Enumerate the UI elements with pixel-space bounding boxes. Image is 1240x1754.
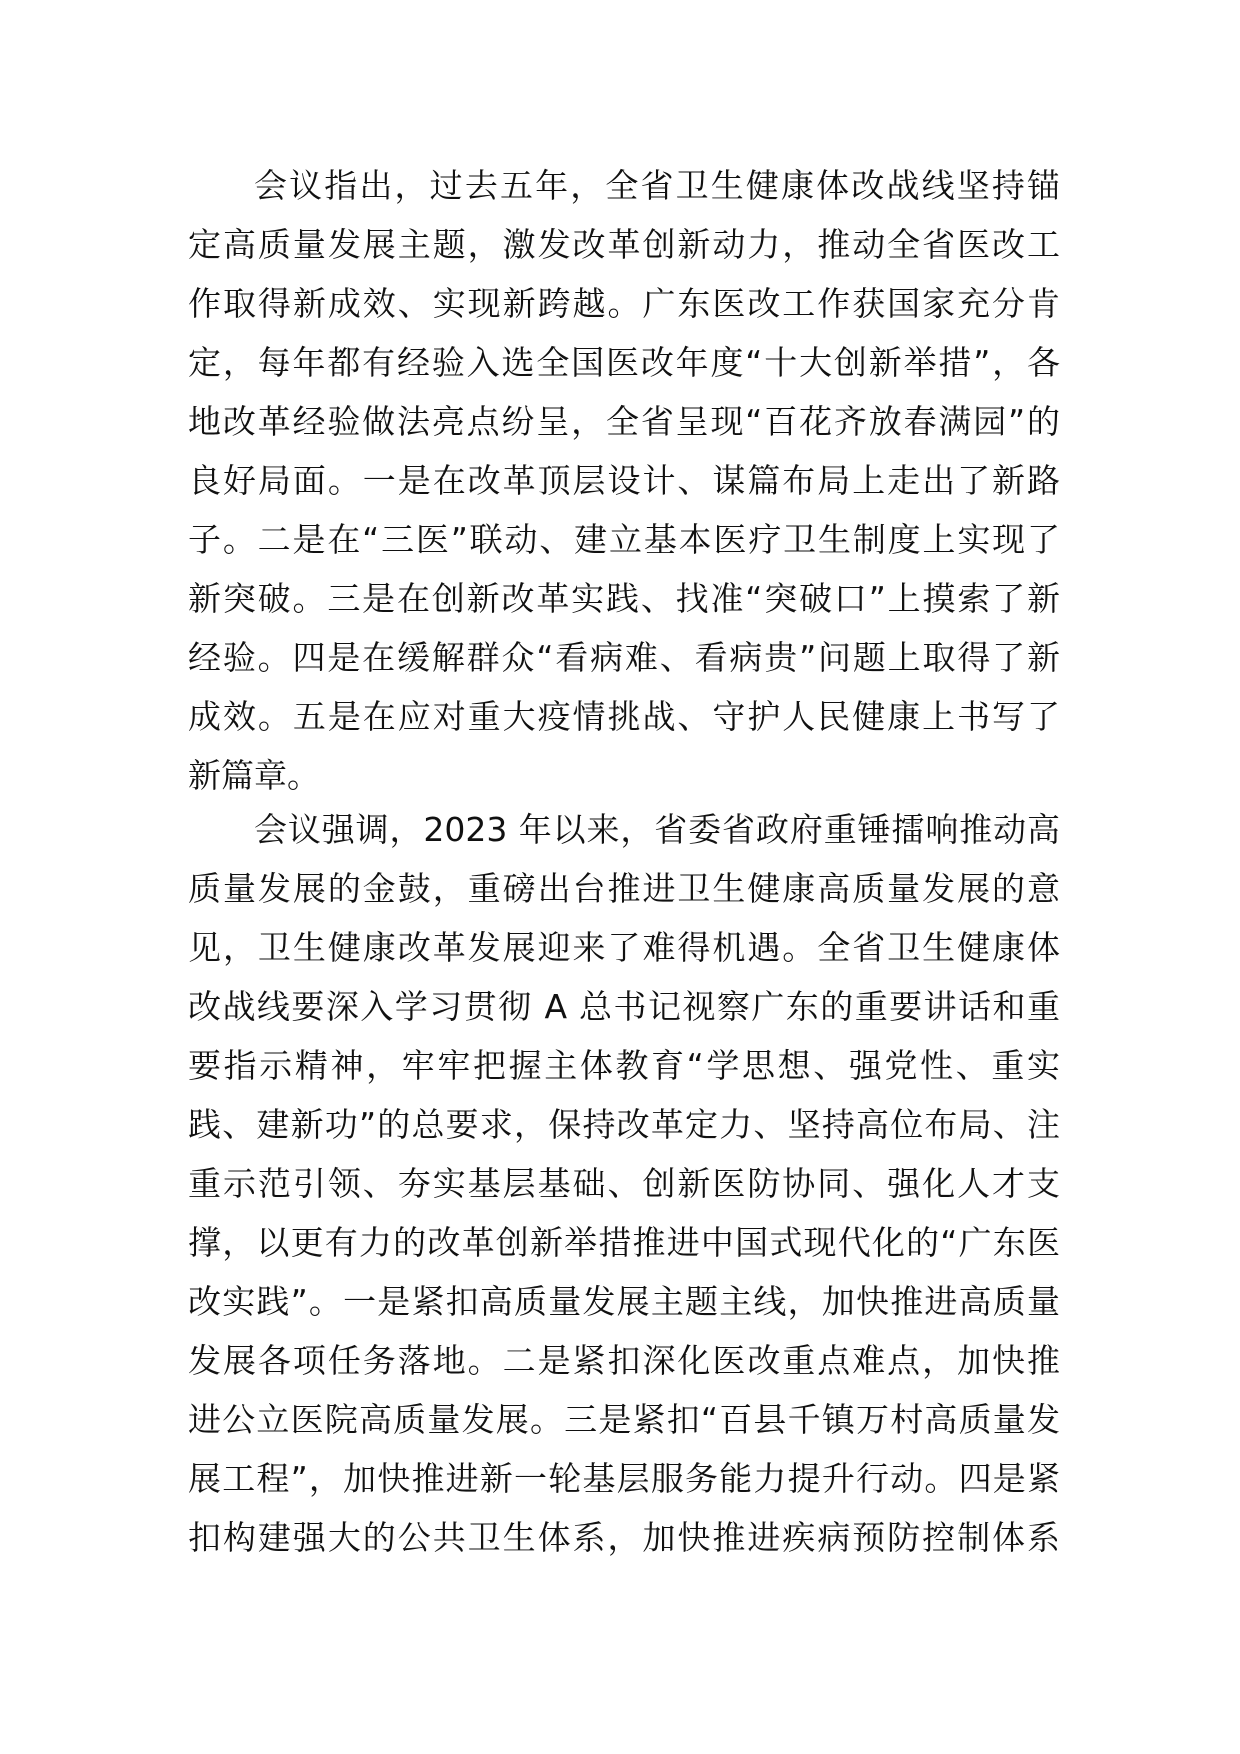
- text-line: 进公立医院高质量发展。三是紧扣“百县千镇万村高质量发: [188, 1400, 1060, 1439]
- text-line: 地改革经验做法亮点纷呈，全省呈现“百花齐放春满园”的: [188, 402, 1060, 441]
- paragraph-review: [188, 156, 1060, 805]
- text-line: 定，每年都有经验入选全国医改年度“十大创新举措”，各: [188, 343, 1060, 382]
- text-line: 成效。五是在应对重大疫情挑战、守护人民健康上书写了: [188, 697, 1060, 736]
- text-line: 定高质量发展主题，激发改革创新动力，推动全省医改工: [188, 225, 1060, 264]
- paragraph-emphasis: [188, 800, 1060, 1567]
- text-line: 新突破。三是在创新改革实践、找准“突破口”上摸索了新: [188, 579, 1060, 618]
- text-line: 作取得新成效、实现新跨越。广东医改工作获国家充分肯: [188, 284, 1060, 323]
- text-line: 会议强调，2023 年以来，省委省政府重锤擂响推动高: [254, 810, 1060, 849]
- text-line: 会议指出，过去五年，全省卫生健康体改战线坚持锚: [254, 166, 1060, 205]
- text-line: 发展各项任务落地。二是紧扣深化医改重点难点，加快推: [188, 1341, 1060, 1380]
- text-line: 见，卫生健康改革发展迎来了难得机遇。全省卫生健康体: [188, 928, 1060, 967]
- text-line: 经验。四是在缓解群众“看病难、看病贵”问题上取得了新: [188, 638, 1060, 677]
- text-line: 撑，以更有力的改革创新举措推进中国式现代化的“广东医: [188, 1223, 1060, 1262]
- text-line: 践、建新功”的总要求，保持改革定力、坚持高位布局、注: [188, 1105, 1060, 1144]
- text-line: 子。二是在“三医”联动、建立基本医疗卫生制度上实现了: [188, 520, 1060, 559]
- text-line: 扣构建强大的公共卫生体系，加快推进疾病预防控制体系: [188, 1518, 1060, 1557]
- text-line: 良好局面。一是在改革顶层设计、谋篇布局上走出了新路: [188, 461, 1060, 500]
- text-line: 展工程”，加快推进新一轮基层服务能力提升行动。四是紧: [188, 1459, 1060, 1498]
- text-line: 改战线要深入学习贯彻 A 总书记视察广东的重要讲话和重: [188, 987, 1060, 1026]
- text-line: 要指示精神，牢牢把握主体教育“学思想、强党性、重实: [188, 1046, 1060, 1085]
- text-line: 重示范引领、夯实基层基础、创新医防协同、强化人才支: [188, 1164, 1060, 1203]
- text-line: 质量发展的金鼓，重磅出台推进卫生健康高质量发展的意: [188, 869, 1060, 908]
- text-line: 新篇章。: [188, 756, 320, 795]
- text-line: 改实践”。一是紧扣高质量发展主题主线，加快推进高质量: [188, 1282, 1060, 1321]
